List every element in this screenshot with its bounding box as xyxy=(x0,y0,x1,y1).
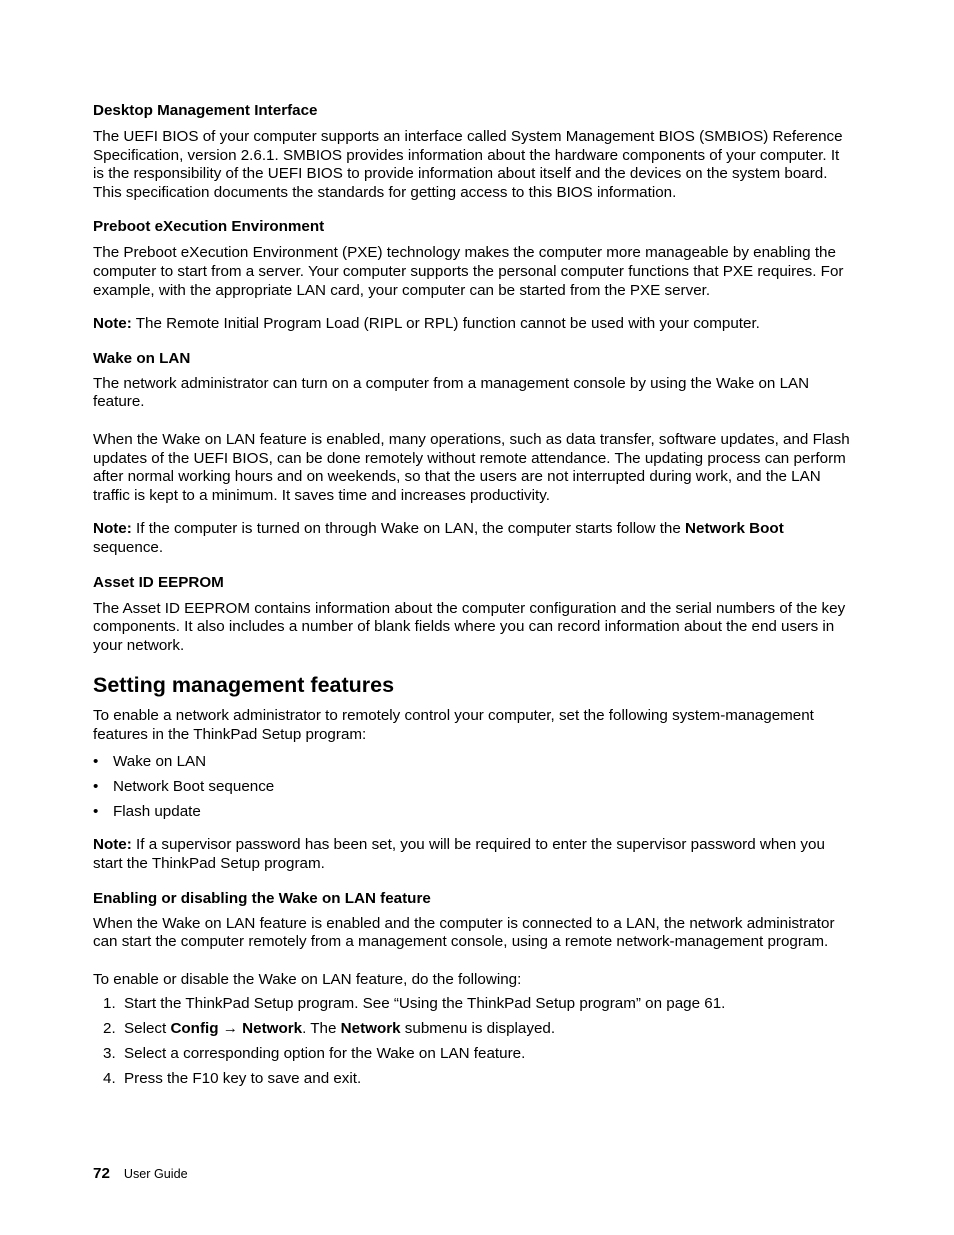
note-text: The Remote Initial Program Load (RIPL or RPL) function cannot be used with your computer. xyxy=(131,315,760,333)
section-heading-pxe: Preboot eXecution Environment xyxy=(93,218,325,236)
list-item xyxy=(93,1020,853,1045)
step-text: Select xyxy=(124,1020,171,1038)
step-number: 2. xyxy=(103,1020,116,1038)
section-heading-enable-wol: Enabling or disabling the Wake on LAN feature xyxy=(93,889,431,907)
section-heading-wol: Wake on LAN xyxy=(93,349,191,367)
note-text: If the computer is turned on through Wake on LAN, the computer starts follow the xyxy=(131,520,686,538)
wol-paragraph-2: When the Wake on LAN feature is enabled, many operations, such as data transfer, software updates, and Flash updates of the UEFI BIOS, can be done remotely without remote attendance. The updating process can perform after normal working hours and on weekends, so that the users are not interrupted during work, and the LAN traffic is kept to a minimum. It saves time and increases productivity. xyxy=(93,430,850,504)
step-text: . The xyxy=(302,1020,341,1038)
step-number: 1. xyxy=(103,995,116,1013)
page-content xyxy=(93,100,853,1095)
section-heading-dmi: Desktop Management Interface xyxy=(93,102,318,119)
menu-config: Config xyxy=(170,1020,219,1038)
note-text-end: sequence. xyxy=(93,538,164,556)
note-bold-term: Network Boot xyxy=(685,520,784,538)
list-item: • Flash update xyxy=(93,803,853,828)
step-text: Start the ThinkPad Setup program. See “Using the ThinkPad Setup program” on page 61. xyxy=(124,995,726,1013)
list-item xyxy=(93,1070,853,1095)
step-text: submenu is displayed. xyxy=(400,1020,556,1038)
wol-paragraph-1: The network administrator can turn on a computer from a management console by using the Wake on LAN feature. xyxy=(93,374,810,411)
enable-paragraph-2: To enable or disable the Wake on LAN feature, do the following: xyxy=(93,970,522,988)
steps-list xyxy=(93,995,853,1095)
step-text: Press the F10 key to save and exit. xyxy=(124,1070,362,1088)
list-item xyxy=(93,995,853,1020)
setting-note xyxy=(93,836,853,873)
submenu-network: Network xyxy=(340,1020,401,1038)
document-title: User Guide xyxy=(123,1167,188,1181)
step-text: Select a corresponding option for the Wake on LAN feature. xyxy=(124,1045,526,1063)
menu-network: Network xyxy=(242,1020,303,1038)
dmi-paragraph: The UEFI BIOS of your computer supports an interface called System Management BIOS (SMBIOS) Reference Specification, version 2.6.1. SMBIOS provides information about the hardware components of your computer. It is the responsibility of the UEFI BIOS to provide information about itself and the devices on the system board. This specification documents the standards for getting access to this BIOS information. xyxy=(93,128,843,201)
step-number: 3. xyxy=(103,1045,116,1063)
step-number: 4. xyxy=(103,1070,116,1088)
list-item: • Wake on LAN xyxy=(93,753,853,778)
arrow-right-icon: → xyxy=(222,1020,238,1038)
list-item: • Network Boot sequence xyxy=(93,778,853,803)
setting-intro: To enable a network administrator to remotely control your computer, set the following system-management features in the ThinkPad Setup program: xyxy=(93,707,814,743)
note-label: Note: xyxy=(93,520,132,538)
note-text: If a supervisor password has been set, you will be required to enter the supervisor password when you start the ThinkPad Setup program. xyxy=(93,836,825,873)
pxe-note xyxy=(93,315,853,334)
note-label: Note: xyxy=(93,836,132,854)
feature-list xyxy=(93,753,853,828)
page-number: 72 xyxy=(93,1165,110,1182)
pxe-paragraph: The Preboot eXecution Environment (PXE) technology makes the computer more manageable by enabling the computer to start from a server. Your computer supports the personal computer functions that PXE requires. For example, with the appropriate LAN card, your computer can be started from the PXE server. xyxy=(93,244,844,299)
enable-paragraph-1: When the Wake on LAN feature is enabled and the computer is connected to a LAN, the network administrator can start the computer remotely from a management console, using a remote network-management program. xyxy=(93,914,835,951)
page-title: Setting management features xyxy=(93,673,395,698)
section-heading-asset: Asset ID EEPROM xyxy=(93,573,224,591)
wol-note xyxy=(93,520,853,557)
list-item xyxy=(93,1045,853,1070)
asset-paragraph: The Asset ID EEPROM contains information about the computer configuration and the serial numbers of the key components. It also includes a number of blank fields where you can record information about the end users in your network. xyxy=(93,599,846,654)
page-footer xyxy=(93,1165,188,1182)
note-label: Note: xyxy=(93,315,132,333)
